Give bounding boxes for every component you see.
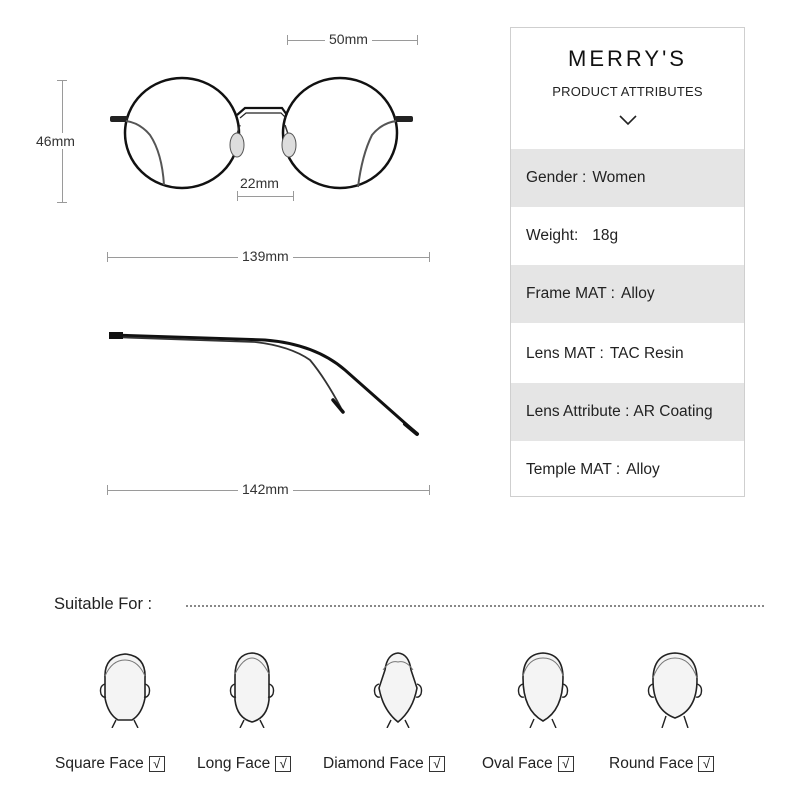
product-attributes-panel [510, 27, 745, 497]
attr-value: Women [592, 169, 646, 186]
face-name: Diamond Face [323, 755, 424, 772]
lens-width-label: 50mm [325, 31, 372, 47]
diamond-face-icon [338, 648, 458, 728]
face-name: Square Face [55, 755, 144, 772]
checkbox-checked: √ [429, 756, 445, 772]
chevron-down-icon [619, 114, 637, 126]
attr-label: Weight: [526, 227, 579, 244]
oval-face-icon [483, 648, 603, 728]
checkbox-checked: √ [558, 756, 574, 772]
attr-row-weight [511, 207, 744, 265]
temple-length-label: 142mm [238, 481, 293, 497]
face-label-oval [482, 755, 574, 773]
attr-row-gender [511, 149, 744, 207]
attr-value: TAC Resin [609, 345, 684, 362]
suitable-for-title: Suitable For : [54, 595, 153, 613]
face-name: Round Face [609, 755, 694, 772]
attr-label: Frame MAT : [526, 285, 615, 302]
round-face-icon [615, 648, 735, 728]
face-name: Long Face [197, 755, 271, 772]
attr-value: 18g [592, 227, 619, 244]
glasses-side-view [105, 320, 435, 450]
square-face-icon [65, 648, 185, 728]
attr-label: Gender : [526, 169, 587, 186]
bridge-label: 22mm [236, 175, 283, 191]
bridge-line [237, 196, 293, 197]
face-label-diamond [323, 755, 445, 773]
checkbox-checked: √ [698, 756, 714, 772]
attr-row-temple-mat [511, 441, 744, 499]
face-label-long [197, 755, 291, 773]
face-name: Oval Face [482, 755, 553, 772]
attr-value: Alloy [626, 461, 660, 478]
attr-label: Lens Attribute : [526, 403, 630, 420]
checkbox-checked: √ [149, 756, 165, 772]
attr-label: Lens MAT : [526, 345, 604, 362]
attr-label: Temple MAT : [526, 461, 621, 478]
attr-row-frame-mat [511, 265, 744, 323]
lens-height-label: 46mm [32, 133, 79, 149]
attr-value: Alloy [621, 285, 655, 302]
dotted-divider [186, 605, 764, 607]
face-label-round [609, 755, 714, 773]
frame-width-label: 139mm [238, 248, 293, 264]
checkbox-checked: √ [275, 756, 291, 772]
attr-value: AR Coating [633, 403, 713, 420]
long-face-icon [192, 648, 312, 728]
attr-row-lens-mat [511, 325, 744, 383]
face-label-square [55, 755, 165, 773]
panel-subtitle: PRODUCT ATTRIBUTES [552, 84, 703, 99]
attr-row-lens-attribute [511, 383, 744, 441]
brand-logo: MERRY'S [568, 46, 687, 71]
